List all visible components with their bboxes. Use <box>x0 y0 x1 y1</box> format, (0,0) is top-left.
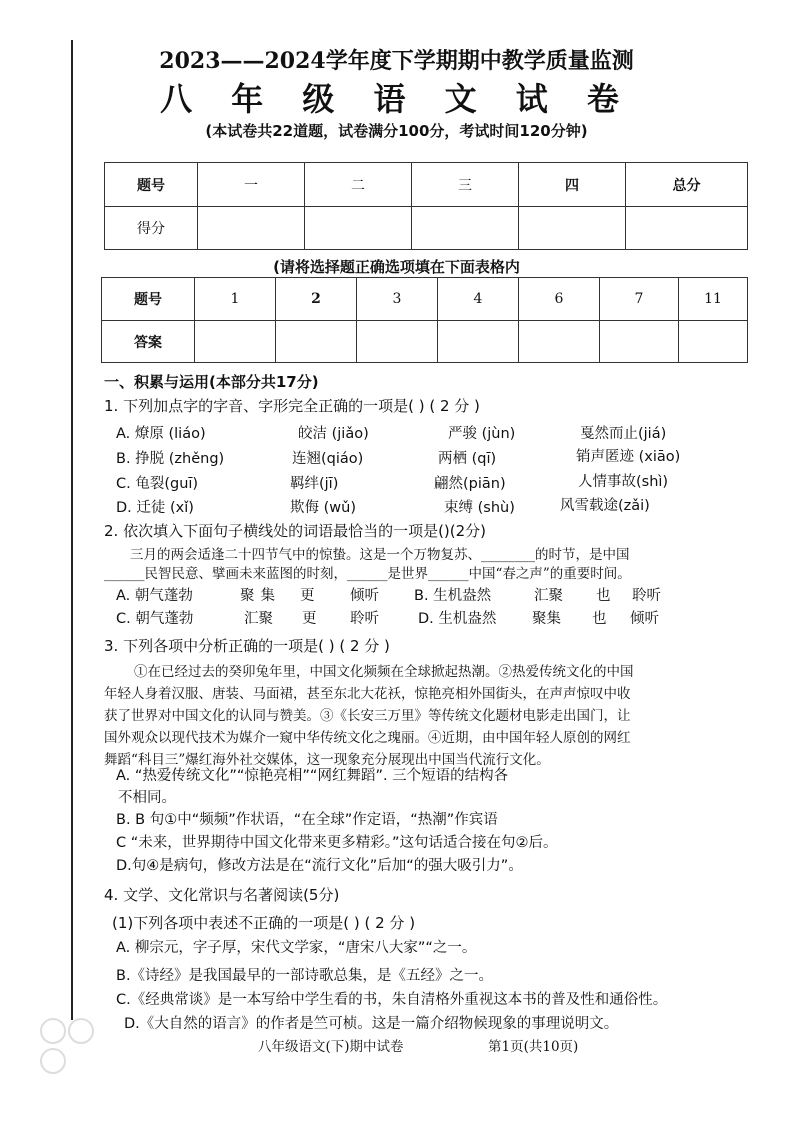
q1-option-d: 欺侮 (wǔ) <box>290 500 356 516</box>
section-heading: 一、积累与运用(本部分共17分) <box>104 373 319 391</box>
q2-passage-line: ______民智民意、擘画未来蓝图的时刻，______是世界______中国“春之声”的重要时间。 <box>104 566 631 582</box>
q2-option-d: 也 <box>592 611 607 627</box>
score-cell <box>626 207 748 250</box>
q2-option-a: 聚集 <box>240 588 281 604</box>
q3-option-c: C “未来，世界期待中国文化带来更多精彩。”这句话适合接在句②后。 <box>116 835 558 851</box>
score-header-cell: 三 <box>412 163 519 207</box>
watermark-logo <box>40 1018 110 1044</box>
q4-subquestion-1: (1)下列各项中表述不正确的一项是( ) ( 2 分 ) <box>112 914 416 932</box>
q1-option-d: 束缚 (shù) <box>444 500 515 516</box>
answer-header-cell: 6 <box>519 278 600 321</box>
answer-cell <box>276 321 357 363</box>
q1-option-b: B. 挣脱 (zhěng) <box>116 451 225 467</box>
score-table <box>104 162 748 250</box>
q3-option-b: B. B 句①中“频频”作状语，“在全球”作定语，“热潮”作宾语 <box>116 812 498 828</box>
score-cell <box>412 207 519 250</box>
binding-margin-line <box>71 40 73 1020</box>
answer-cell <box>195 321 276 363</box>
q2-option-b: 汇聚 <box>534 588 563 604</box>
answer-header-cell: 11 <box>679 278 748 321</box>
answer-cell <box>600 321 679 363</box>
q4-option-b: B.《诗经》是我国最早的一部诗歌总集，是《五经》之一。 <box>116 968 494 984</box>
answer-cell <box>679 321 748 363</box>
score-cell <box>198 207 305 250</box>
q4-option-d: D.《大自然的语言》的作者是竺可桢。这是一篇介绍物候现象的事理说明文。 <box>124 1016 619 1032</box>
q2-option-b: 也 <box>596 588 611 604</box>
answer-table <box>101 277 748 363</box>
q1-option-d: 风雪载途(zǎi) <box>560 498 650 514</box>
q3-option-a: A. “热爱传统文化”“惊艳亮相”“网红舞蹈”. 三个短语的结构各 <box>116 768 509 784</box>
exam-instructions: (本试卷共22道题，试卷满分100分，考试时间120分钟) <box>205 122 588 140</box>
q1-option-a: 严骏 (jùn) <box>448 426 516 442</box>
exam-title: 八 年 级 语 文 试 卷 <box>160 80 633 118</box>
answer-cell <box>519 321 600 363</box>
exam-term-title: 2023——2024学年度下学期期中教学质量监测 <box>159 48 634 74</box>
q4-option-a: A. 柳宗元，字子厚，宋代文学家，“唐宋八大家”“之一。 <box>116 940 477 956</box>
q2-option-d: D. 生机盎然 <box>418 611 497 627</box>
q4-option-c: C.《经典常谈》是一本写给中学生看的书，朱自清格外重视这本书的普及性和通俗性。 <box>116 992 668 1008</box>
q1-option-d: D. 迁徒 (xǐ) <box>116 500 194 516</box>
q1-option-b: 两栖 (qī) <box>438 451 497 467</box>
score-header-cell: 题号 <box>105 163 198 207</box>
score-header-cell: 总分 <box>626 163 748 207</box>
answer-row-label: 答案 <box>102 321 195 363</box>
score-header-cell: 四 <box>519 163 626 207</box>
answer-header-cell: 3 <box>357 278 438 321</box>
q1-option-a: 皎洁 (jiǎo) <box>298 426 369 442</box>
q2-option-d: 聚集 <box>532 611 561 627</box>
q1-option-b: 连翘(qiáo) <box>292 451 364 467</box>
q1-option-c: 羁绊(jī) <box>290 476 339 492</box>
q2-option-a: A. 朝气蓬勃 <box>116 588 193 604</box>
answer-header-cell: 1 <box>195 278 276 321</box>
score-header-cell: 一 <box>198 163 305 207</box>
q2-option-c: C. 朝气蓬勃 <box>116 611 194 627</box>
q1-option-a: A. 燎原 (liáo) <box>116 426 206 442</box>
answer-cell <box>438 321 519 363</box>
footer-page-number: 第1页(共10页) <box>488 1039 579 1055</box>
q3-passage-line: 获了世界对中国文化的认同与赞美。③《长安三万里》等传统文化题材电影走出国门，让 <box>104 708 631 724</box>
q1-option-b: 销声匿迹 (xiāo) <box>576 449 681 465</box>
q2-option-c: 更 <box>302 611 317 627</box>
score-cell <box>305 207 412 250</box>
q2-option-a: 倾听 <box>350 588 379 604</box>
q2-option-c: 汇聚 <box>244 611 273 627</box>
q2-option-a: 更 <box>300 588 315 604</box>
footer-exam-name: 八年级语文(下)期中试卷 <box>258 1039 404 1055</box>
score-header-cell: 二 <box>305 163 412 207</box>
q2-option-b: B. 生机盎然 <box>414 588 492 604</box>
q3-passage-line: 舞蹈“科目三”爆红海外社交媒体，这一现象充分展现出中国当代流行文化。 <box>104 752 550 768</box>
q3-option-d: D.句④是病句，修改方法是在“流行文化”后加“的强大吸引力”。 <box>116 858 523 874</box>
q1-option-c: C. 龟裂(guī) <box>116 476 199 492</box>
q2-passage-line: 三月的两会适逢二十四节气中的惊蛰。这是一个万物复苏、________的时节，是中国 <box>130 547 630 563</box>
q2-option-d: 倾听 <box>630 611 659 627</box>
question-4-stem: 4. 文学、文化常识与名著阅读(5分) <box>104 886 340 904</box>
question-2-stem: 2. 依次填入下面句子横线处的词语最恰当的一项是()(2分) <box>104 522 487 540</box>
q3-option-a-cont: 不相同。 <box>118 790 176 806</box>
answer-header-cell: 7 <box>600 278 679 321</box>
q1-option-c: 人情事故(shì) <box>578 474 669 490</box>
answer-header-cell: 题号 <box>102 278 195 321</box>
q3-passage-line: 国外观众以现代技术为媒介一窥中华传统文化之瑰丽。④近期，由中国年轻人原创的网红 <box>104 730 631 746</box>
answer-table-caption: (请将选择题正确选项填在下面表格内 <box>273 258 520 276</box>
q2-option-b: 聆听 <box>632 588 661 604</box>
q1-option-c: 翩然(piān) <box>434 476 506 492</box>
score-cell <box>519 207 626 250</box>
answer-header-cell: 2 <box>276 278 357 321</box>
q2-option-c: 聆听 <box>350 611 379 627</box>
score-row-label: 得分 <box>105 207 198 250</box>
q3-passage-line: 年轻人身着汉服、唐装、马面裙，甚至东北大花袄，惊艳亮相外国街头，在声声惊叹中收 <box>104 686 631 702</box>
question-1-stem: 1. 下列加点字的字音、字形完全正确的一项是( ) ( 2 分 ) <box>104 397 480 415</box>
answer-cell <box>357 321 438 363</box>
answer-header-cell: 4 <box>438 278 519 321</box>
q1-option-a: 戛然而止(jiá) <box>580 426 667 442</box>
question-3-stem: 3. 下列各项中分析正确的一项是( ) ( 2 分 ) <box>104 637 390 655</box>
q3-passage-line: ①在已经过去的癸卯兔年里，中国文化频频在全球掀起热潮。②热爱传统文化的中国 <box>134 664 634 680</box>
